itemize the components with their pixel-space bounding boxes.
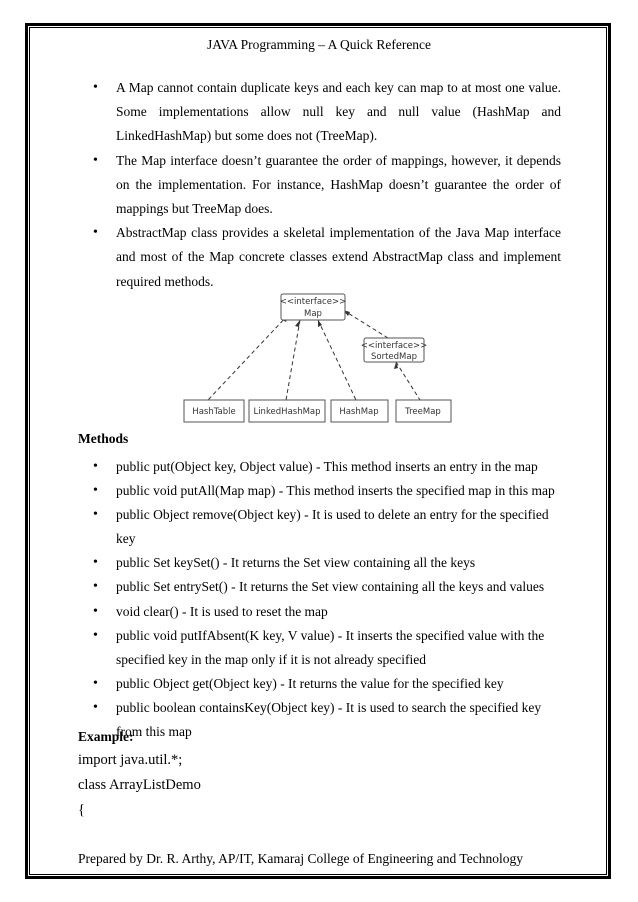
method-item: • public Set entrySet() - It returns the Set view containing all the keys and values	[78, 575, 561, 599]
interface-sortedmap-box	[361, 338, 427, 362]
edge-map-linkedhashmap	[286, 320, 300, 400]
edge-sortedmap-treemap	[396, 362, 420, 400]
class-linkedhashmap-label: LinkedHashMap	[253, 407, 321, 417]
class-hashtable-label: HashTable	[192, 407, 236, 417]
intro-bullet-item: • A Map cannot contain duplicate keys and each key can map to at most one value. Some implementations allow null key and null value (HashMap and LinkedHashMap) but some does not (TreeMap).	[78, 76, 561, 149]
page-footer: Prepared by Dr. R. Arthy, AP/IT, Kamaraj College of Engineering and Technology	[78, 851, 523, 866]
intro-bullet-list	[78, 76, 561, 294]
sortedmap-name: SortedMap	[371, 352, 417, 362]
method-item: • public Set keySet() - It returns the Set view containing all the keys	[78, 551, 561, 575]
edge-map-hashtable	[208, 315, 288, 400]
method-item: • public void putIfAbsent(K key, V value) - It inserts the specified value with the specified key in the map only if it is not already specified	[78, 624, 561, 672]
interface-map-box	[280, 294, 346, 320]
class-hashmap-label: HashMap	[339, 407, 379, 417]
map-stereotype: <<interface>>	[279, 297, 347, 307]
code-line: {	[78, 802, 85, 818]
method-item: • public void putAll(Map map) - This method inserts the specified map in this map	[78, 479, 561, 503]
class-linkedhashmap-box	[249, 400, 325, 422]
intro-bullet-item: • AbstractMap class provides a skeletal implementation of the Java Map interface and most of the Map concrete classes extend AbstractMap class and implement required methods.	[78, 221, 561, 294]
code-line: import java.util.*;	[78, 752, 183, 768]
arrowhead-icon	[295, 320, 300, 327]
method-item: • void clear() - It is used to reset the map	[78, 600, 561, 624]
map-name: Map	[304, 309, 322, 319]
map-hierarchy-diagram	[178, 290, 468, 430]
methods-heading: Methods	[78, 431, 129, 446]
method-item: • public Object remove(Object key) - It is used to delete an entry for the specified key	[78, 503, 561, 551]
intro-bullet-item: • The Map interface doesn’t guarantee the order of mappings, however, it depends on the implementation. For instance, HashMap doesn’t guarantee the order of mappings but TreeMap does.	[78, 149, 561, 222]
class-treemap-label: TreeMap	[405, 407, 441, 417]
page-header: JAVA Programming – A Quick Reference	[206, 37, 432, 52]
code-line: class ArrayListDemo	[78, 777, 201, 793]
class-hashmap-box	[331, 400, 388, 422]
sortedmap-stereotype: <<interface>>	[360, 341, 428, 351]
class-treemap-box	[396, 400, 451, 422]
edge-map-hashmap	[318, 320, 356, 400]
method-item: • public put(Object key, Object value) - This method inserts an entry in the map	[78, 455, 561, 479]
example-heading: Example:	[78, 729, 134, 744]
method-item: • public boolean containsKey(Object key) - It is used to search the specified key from this map	[78, 696, 561, 744]
methods-bullet-list	[78, 455, 561, 744]
arrowhead-icon	[318, 320, 322, 327]
edge-map-sortedmap	[343, 310, 388, 338]
class-hashtable-box	[184, 400, 244, 422]
method-item: • public Object get(Object key) - It returns the value for the specified key	[78, 672, 561, 696]
arrowhead-icon	[394, 362, 398, 369]
